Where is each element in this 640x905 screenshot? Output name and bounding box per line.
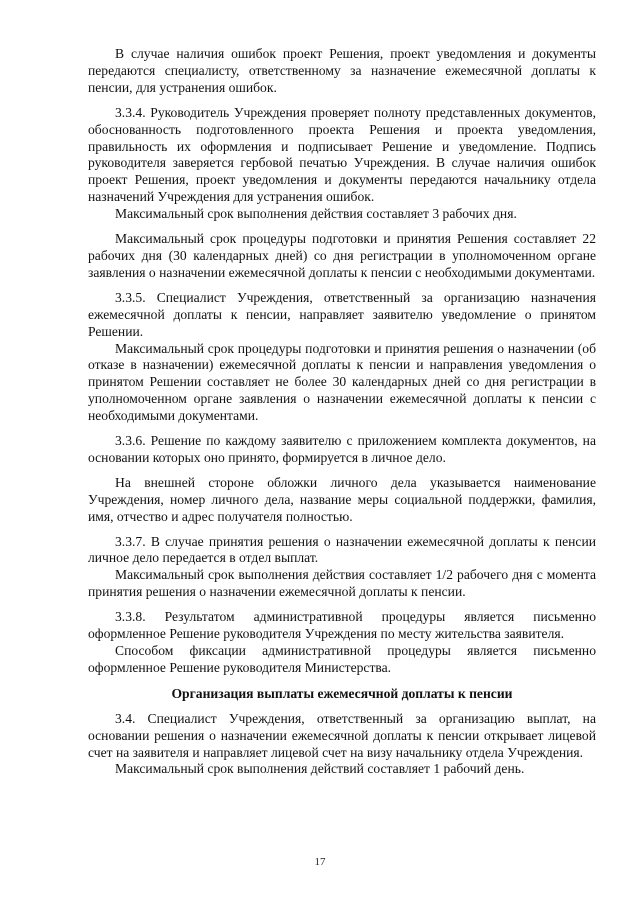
document-page: [88, 46, 596, 778]
paragraph-deadline-half-day: Максимальный срок выполнения действия составляет 1/2 рабочего дня с момента принятия решения о назначении ежемесячной доплаты к пенсии.: [88, 567, 596, 600]
paragraph-errors-return: В случае наличия ошибок проект Решения, проект уведомления и документы передаются специалисту, ответственному за назначение ежемесячной доплаты к пенсии, для устранения ошибок.: [88, 46, 596, 95]
paragraph-file-cover: На внешней стороне обложки личного дела указывается наименование Учреждения, номер личного дела, название меры социальной поддержки, фамилия, имя, отчество и адрес получателя полностью.: [88, 474, 596, 524]
paragraph-3-4: 3.4. Специалист Учреждения, ответственный за организацию выплат, на основании решения о назначении ежемесячной доплаты к пенсии открывает лицевой счет на заявителя и направляет лицевой счет на визу начальнику отдела Учреждения.: [88, 710, 596, 760]
section-heading: Организация выплаты ежемесячной доплаты к пенсии: [171, 685, 513, 701]
paragraph-3-3-4: 3.3.4. Руководитель Учреждения проверяет полноту представленных документов, обоснованность подготовленного проекта Решения и проекта уведомления, правильность их оформления и подписывает Решение и уведомление. Подпись руководителя заверяется гербовой печатью Учреждения. В случае наличия ошибок проект Решения, проект уведомления и документы передаются начальнику отдела назначений Учреждения для устранения ошибок.: [88, 104, 596, 205]
paragraph-notification-deadline: Максимальный срок процедуры подготовки и принятия решения о назначении (об отказе в назначении) ежемесячной доплаты к пенсии и направления уведомления о принятом Решении составляет не более 30 календарных дней со дня регистрации в уполномоченном органе заявления о назначении ежемесячной доплаты к пенсии с необходимыми документами.: [88, 340, 596, 424]
paragraph-fixation-method: Способом фиксации административной процедуры является письменно оформленное Решение руководителя Министерства.: [88, 643, 596, 675]
paragraph-deadline-3-days: Максимальный срок выполнения действия составляет 3 рабочих дня.: [115, 206, 517, 222]
paragraph-procedure-deadline: Максимальный срок процедуры подготовки и принятия Решения составляет 22 рабочих дня (30 календарных дней) со дня регистрации в уполномоченном органе заявления о назначении ежемесячной доплаты к пенсии с необходимыми документами.: [88, 231, 596, 280]
paragraph-deadline-1-day: Максимальный срок выполнения действий составляет 1 рабочий день.: [115, 761, 525, 777]
page-number: 17: [314, 856, 326, 868]
paragraph-3-3-6: 3.3.6. Решение по каждому заявителю с приложением комплекта документов, на основании которых оно принято, формируется в личное дело.: [88, 433, 596, 465]
paragraph-3-3-7: 3.3.7. В случае принятия решения о назначении ежемесячной доплаты к пенсии личное дело передается в отдел выплат.: [88, 533, 596, 566]
paragraph-3-3-5: 3.3.5. Специалист Учреждения, ответственный за организацию назначения ежемесячной доплаты к пенсии, направляет заявителю уведомление о принятом Решении.: [88, 289, 596, 339]
paragraph-3-3-8: 3.3.8. Результатом административной процедуры является письменно оформленное Решение руководителя Учреждения по месту жительства заявителя.: [88, 609, 596, 642]
